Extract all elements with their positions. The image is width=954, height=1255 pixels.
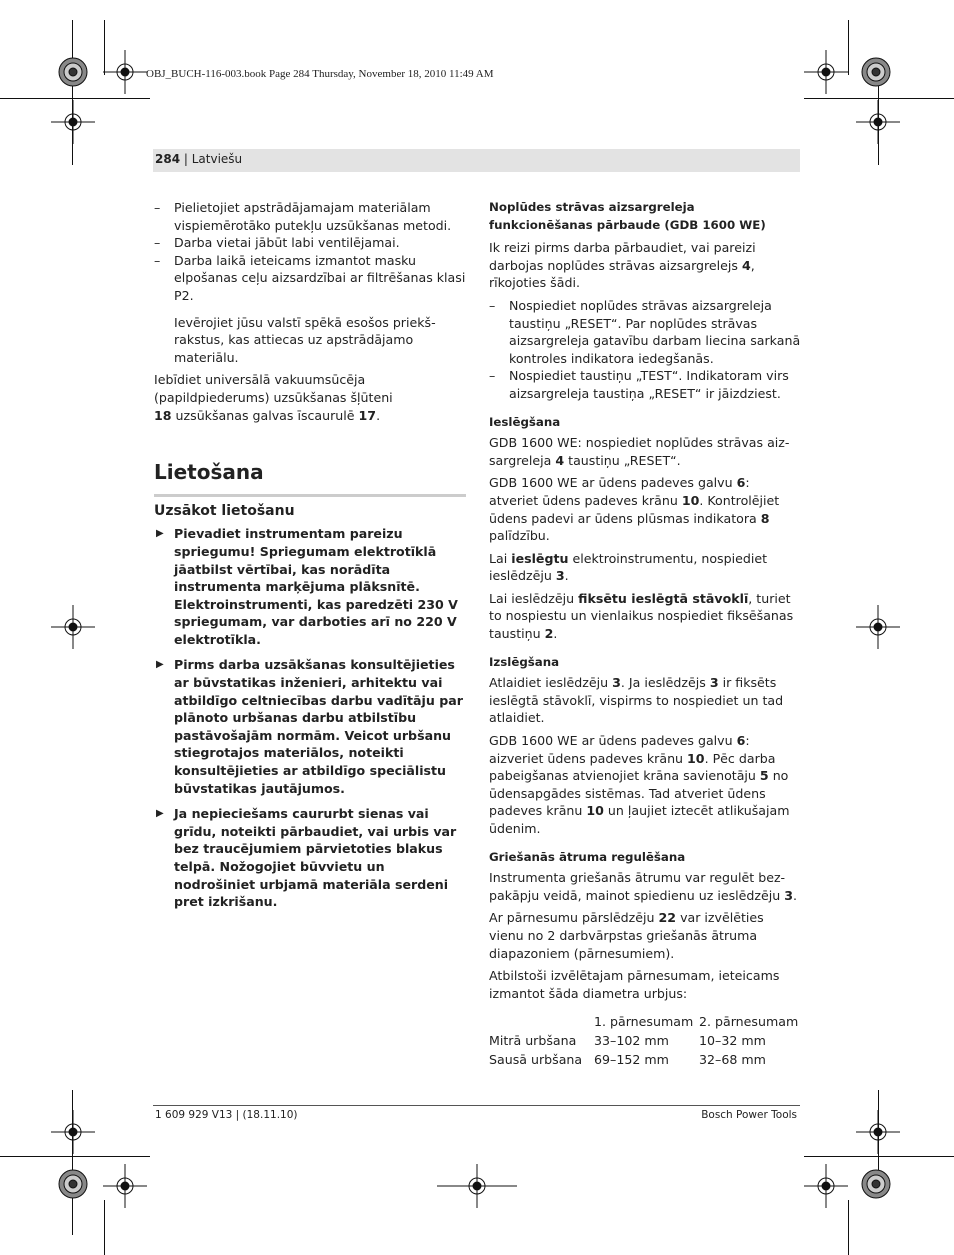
page-header [155,152,242,166]
crosshair-icon [103,50,147,94]
speed-text: Atbilstoši izvēlētajam pārnesumam, ieteicams izmantot šāda diametra urbjus: [489,968,780,1001]
crosshair-icon [437,1164,517,1208]
bullet-triangle-icon: ▶ [156,659,164,671]
footer-doc-id: 1 609 929 V13 | (18.11.10) [155,1109,298,1121]
table-header-row [489,1013,801,1032]
switch-on-text: Lai ieslēgtu elektroinstrumentu, nospiediet ieslēdzēju 3. [489,550,768,584]
dash-item: – Darba vietai jābūt labi ventilējamai. [154,235,400,251]
crosshair-icon [856,605,900,649]
header-language: Latviešu [191,152,243,166]
table-cell: 32–68 mm [699,1052,766,1068]
speed-text: Instrumenta griešanās ātrumu var regulēt bez-pakāpju veidā, mainot spiedienu uz ieslēdzēju 3. [489,870,798,903]
dash-item: – Pielietojiet apstrādājamajam materiālam vispiemērotāko putekļu uzsūkšanas metodi. [154,200,452,233]
table-row [489,1032,801,1051]
speed-heading: Griešanās ātruma regulēšana [489,849,686,864]
registration-target-icon [59,58,87,86]
footer-brand: Bosch Power Tools [701,1109,797,1121]
crosshair-icon [103,1164,147,1208]
crosshair-icon [856,1110,900,1154]
dash-item: – Darba laikā ieteicams izmantot masku elpošanas ceļu aizsardzībai ar filtrēšanas klasi P2. [154,252,466,303]
page-header-bar [153,149,800,172]
page-number: 284 [155,152,181,166]
switch-on-heading: Ieslēgšana [489,414,561,429]
bullet-triangle-icon: ▶ [156,528,164,540]
table-cell: 1. pārnesumam [594,1014,694,1030]
warning-bullet: ▶ Pirms darba uzsākšanas konsultējieties ar būvstatikas inženieri, arhitektu vai atbildīgo celtniecības darbu vadītāju par plānoto urbšanas darbu atbilstību pastāvošajām normām. Veicot urbšanu stiegrotajos materiālos, noteikti konsultējieties ar atbildīgo speciālistu būvstatikas jautājumos. [156,657,463,796]
bullet-triangle-icon: ▶ [156,808,164,820]
rcd-step: – Nospiediet noplūdes strāvas aizsargreleja taustiņu „RESET“. Par noplūdes strāvas aizsargreleja gatavību darbam liecina sarkanā kontroles indikatora iedegšanās. [489,297,801,366]
right-column [489,199,801,1070]
section-title: Lietošana [154,460,264,485]
crosshair-icon [51,1110,95,1154]
drill-diameter-table [489,1013,801,1070]
speed-text: Ar pārnesumu pārslēdzēju 22 var izvēlēties vienu no 2 darbvārpstas griešanās ātruma diapazoniem (pārnesumiem). [489,910,764,961]
table-cell [489,1013,594,1032]
switch-on-text: GDB 1600 WE: nospiediet noplūdes strāvas aiz-sargreleja 4 taustiņu „RESET“. [489,435,790,468]
rcd-heading: Noplūdes strāvas aizsargreleja funkcionēšanas pārbaude (GDB 1600 WE) [489,200,766,232]
registration-target-icon [862,58,890,86]
print-info: OBJ_BUCH-116-003.book Page 284 Thursday, November 18, 2010 11:49 AM [146,68,494,80]
table-cell: 10–32 mm [699,1033,766,1049]
switch-on-text: GDB 1600 WE ar ūdens padeves galvu 6: atveriet ūdens padeves krānu 10. Kontrolējiet ūdens padevi ar ūdens plūsmas indikatora 8 palīdzību. [489,475,780,544]
crosshair-icon [804,50,848,94]
table-cell: 69–152 mm [594,1052,669,1068]
left-column [154,199,466,911]
subsection-title: Uzsākot lietošanu [154,502,295,519]
registration-target-icon [59,1170,87,1198]
crosshair-icon [51,100,95,144]
rcd-intro: Ik reizi pirms darba pārbaudiet, vai pareizi darbojas noplūdes strāvas aizsargreleјs 4, rīkojoties šādi. [489,240,756,291]
registration-target-icon [862,1170,890,1198]
table-cell: 2. pārnesumam [699,1014,799,1030]
vacuum-instruction: Iebīdiet universālā vakuumsūcēja (papildpiederums) uzsūkšanas šļūteni 18 uzsūkšanas galvas īscaurulē 17. [154,372,393,423]
switch-off-text: GDB 1600 WE ar ūdens padeves galvu 6: aizveriet ūdens padeves krānu 10. Pēc darba pabeigšanas atvienojiet krāna savienotāju 5 no ūdensapgādes sistēmas. Tad atveriet ūdens padeves krānu 10 un ļaujiet iztecēt atlikušajam ūdenim. [489,733,790,836]
table-row [489,1051,801,1070]
section-rule [154,494,466,497]
warning-bullet: ▶ Ja nepieciešams caururbt sienas vai grīdu, noteikti pārbaudiet, vai urbis var bez traucējumiem pārvietoties blakus telpā. Nožogojiet būvvietu un nodrošiniet urbjamā materiāla serdeni pret izkrišanu. [156,806,457,910]
rcd-step: – Nospiediet taustiņu „TEST“. Indikatoram virs aizsargreleja taustiņa „RESET“ ir jāizdziest. [489,368,789,401]
crosshair-icon [856,100,900,144]
footer-rule [153,1105,800,1106]
crosshair-icon [51,605,95,649]
warning-bullet: ▶ Pievadiet instrumentam pareizu spriegumu! Spriegumam elektrotīklā jāatbilst vērtībai, kas norādīta instrumenta marķējuma plāksnītē. Elektroinstrumenti, kas paredzēti 230 V spriegumam, var darboties arī no 220 V elektrotīkla. [156,526,458,647]
crosshair-icon [804,1164,848,1208]
table-cell: 33–102 mm [594,1033,669,1049]
switch-off-text: Atlaidiet ieslēdzēju 3. Ja ieslēdzējs 3 ir fiksēts ieslēgtā stāvoklī, vispirms to nospiediet un tad atlaidiet. [489,675,784,726]
header-separator: | [180,152,192,166]
table-cell: Sausā urbšana [489,1052,583,1068]
switch-off-heading: Izslēgšana [489,654,560,669]
table-cell: Mitrā urbšana [489,1033,577,1049]
switch-on-text: Lai ieslēdzēju fiksētu ieslēgtā stāvoklī, turiet to nospiestu un vienlaikus nospiediet fiksēšanas taustiņu 2. [489,590,794,642]
regulations-note: Ievērojiet jūsu valstī spēkā esošos priekš-rakstus, kas attiecas uz apstrādājamo materiālu. [174,314,436,365]
